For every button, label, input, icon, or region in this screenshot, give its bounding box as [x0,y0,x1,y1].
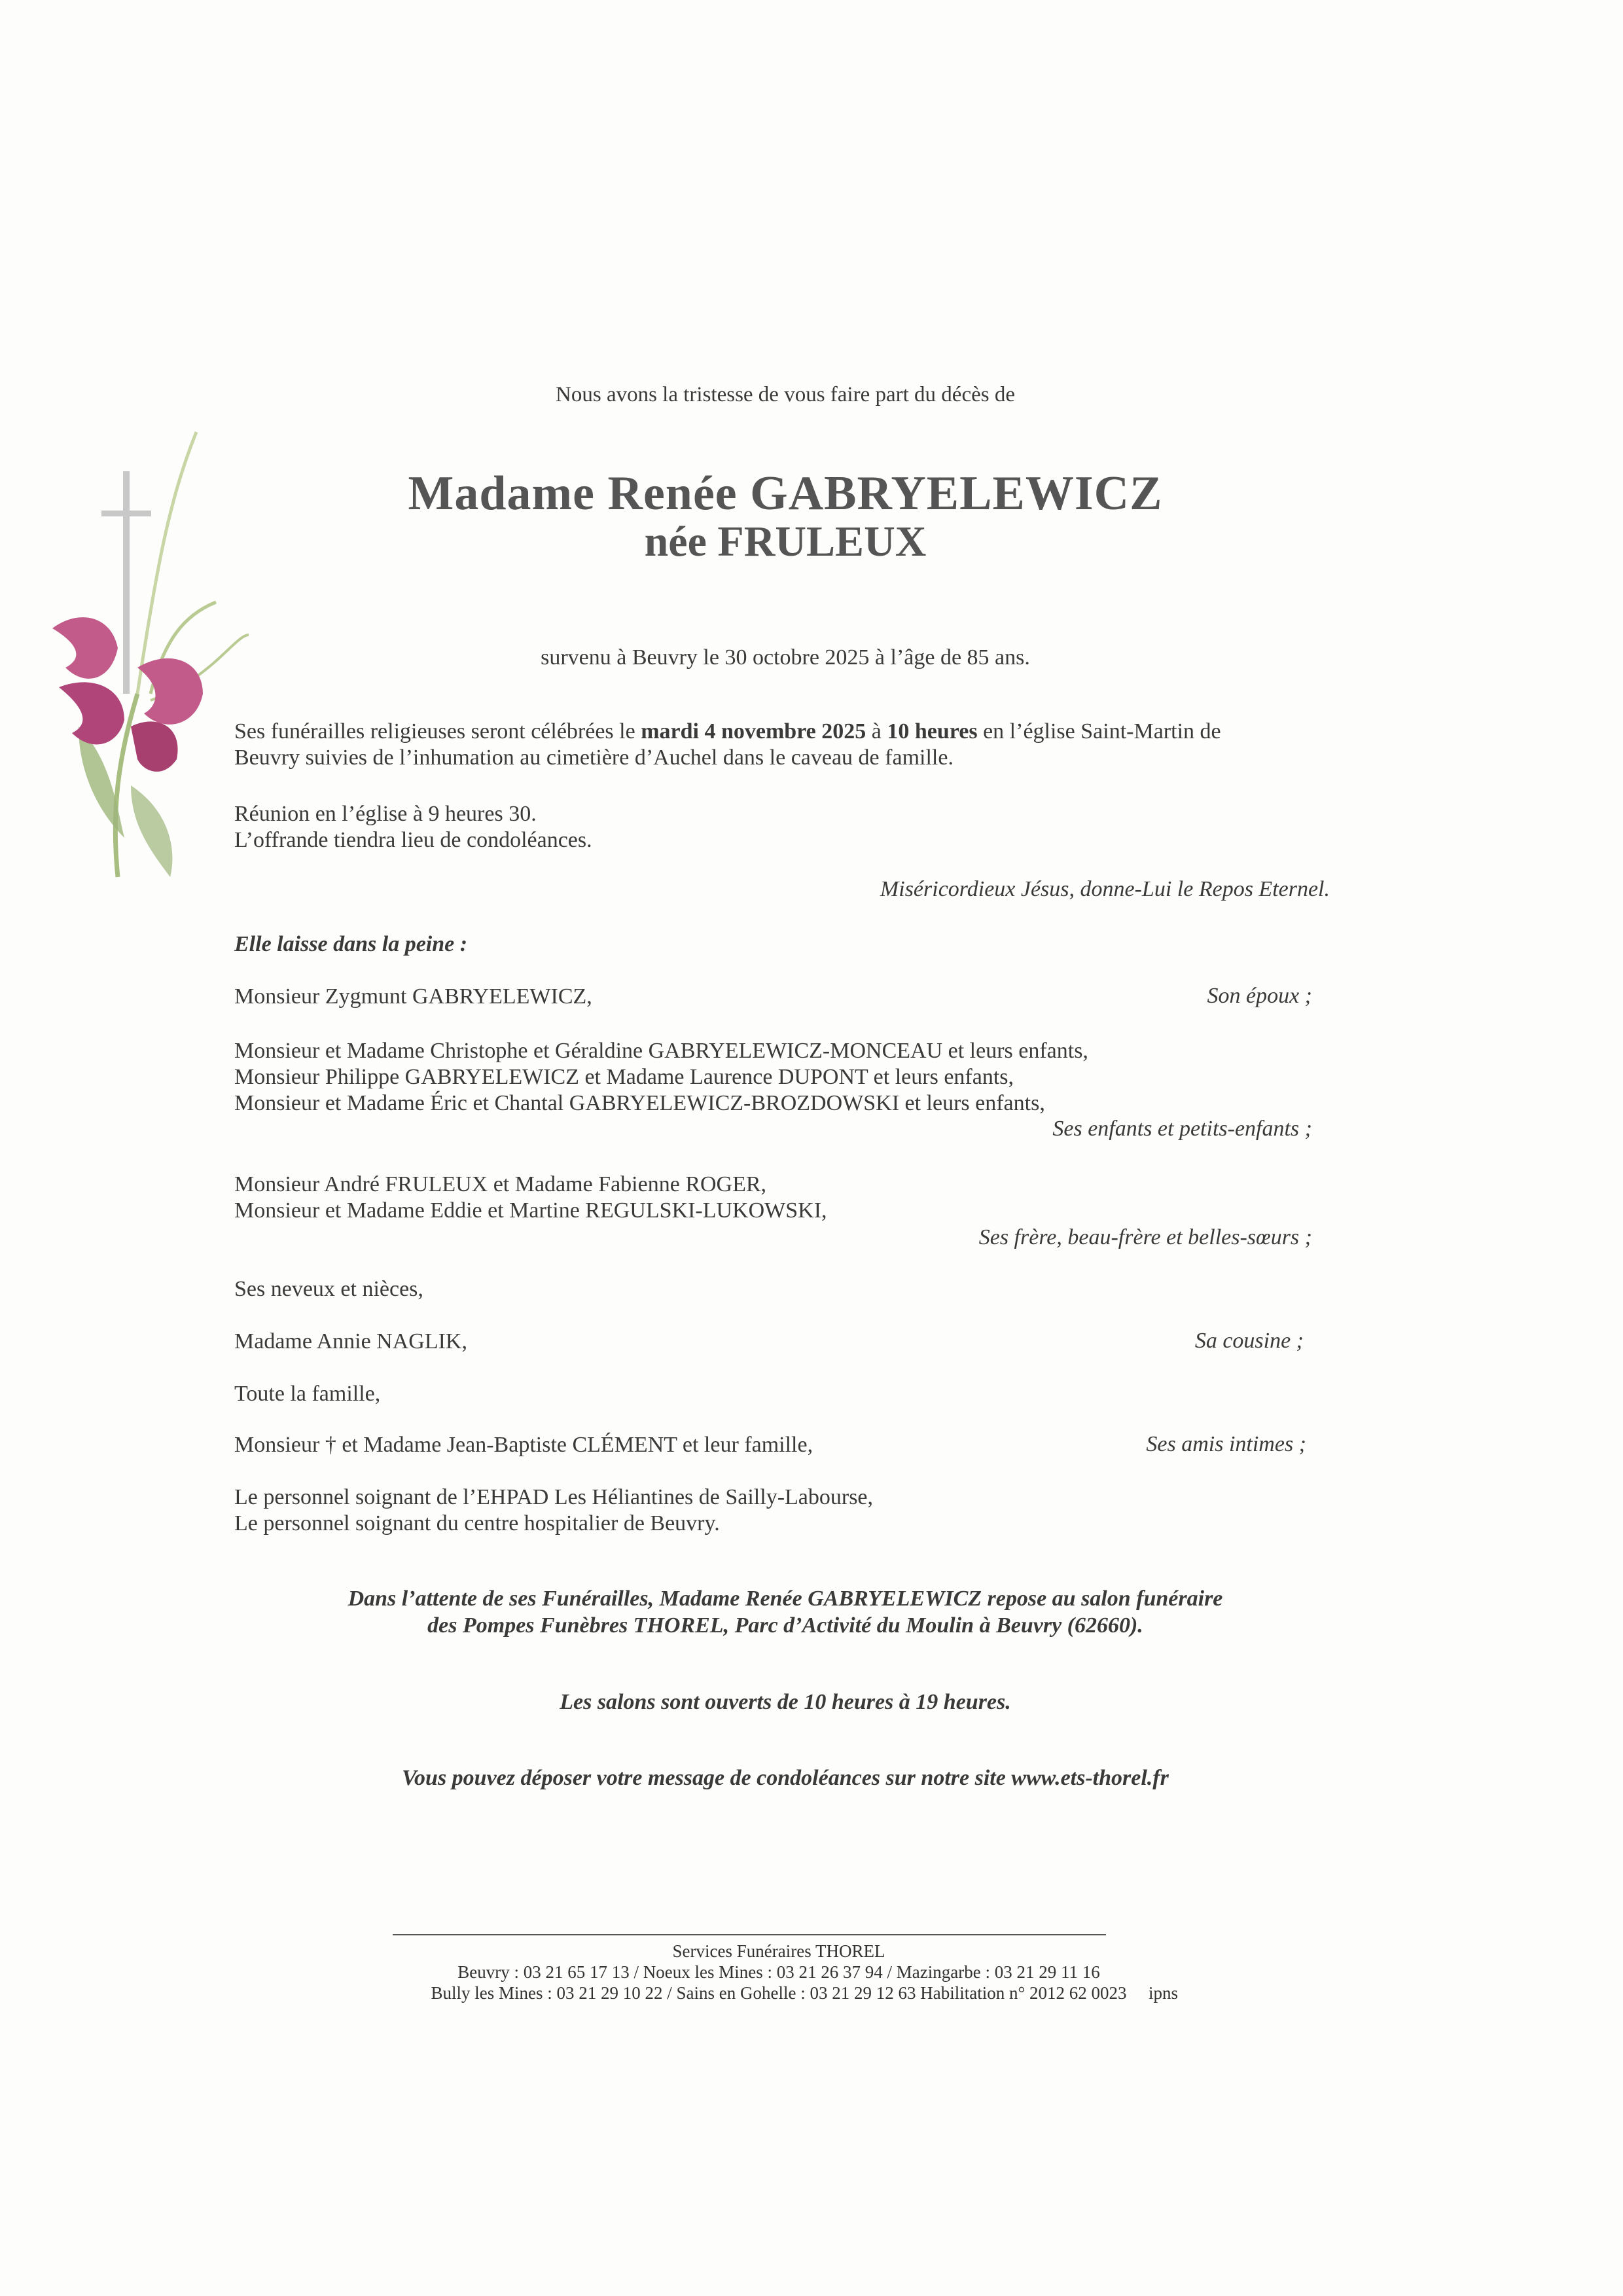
cousin-name: Madame Annie NAGLIK, [234,1329,467,1354]
children-label: Ses enfants et petits-enfants ; [1052,1117,1312,1141]
cousin-label: Sa cousine ; [1194,1329,1304,1353]
family-line: Toute la famille, [234,1382,381,1406]
mourners-heading: Elle laisse dans la peine : [234,932,468,956]
death-info: survenu à Beuvry le 30 octobre 2025 à l’âge de 85 ans. [541,645,1030,670]
salon-hours: Les salons sont ouverts de 10 heures à 19 heures. [560,1690,1011,1714]
footer-line-1: Beuvry : 03 21 65 17 13 / Noeux les Mines : 03 21 26 37 94 / Mazingarbe : 03 21 29 11 16 [457,1962,1100,1982]
ipns-mark: ipns [1149,1983,1179,2003]
footer-company: Services Funéraires THOREL [672,1941,885,1961]
intro-text: Nous avons la tristesse de vous faire part du décès de [556,383,1015,406]
funeral-time: 10 heures [887,719,978,744]
footer-divider [393,1934,1106,1935]
siblings-label: Ses frère, beau-frère et belles-sœurs ; [978,1225,1312,1249]
deceased-name: Madame Renée GABRYELEWICZ [408,467,1163,520]
maiden-name: née FRULEUX [644,518,927,565]
nephews-line: Ses neveux et nièces, [234,1277,423,1301]
children-list: Monsieur et Madame Christophe et Géraldine GABRYELEWICZ-MONCEAU et leurs enfants, Monsieur Philippe GABRYELEWICZ et Madame Laurence DUPONT et leurs enfants, Monsieur et Madame Éric et Chantal GABRYELEWICZ-BROZDOWSKI et leurs enfants, [234,1039,1088,1115]
spouse-name: Monsieur Zygmunt GABRYELEWICZ, [234,984,592,1009]
friends-name: Monsieur † et Madame Jean-Baptiste CLÉMENT et leur famille, [234,1433,813,1457]
condolences-notice: Vous pouvez déposer votre message de condoléances sur notre site www.ets-thorel.fr [402,1766,1169,1790]
siblings-list: Monsieur André FRULEUX et Madame Fabienne ROGER, Monsieur et Madame Eddie et Martine REGULSKI-LUKOWSKI, [234,1172,827,1223]
reunion-info: Réunion en l’église à 9 heures 30. L’offrande tiendra lieu de condoléances. [234,802,592,852]
friends-label: Ses amis intimes ; [1146,1432,1306,1456]
funeral-date: mardi 4 novembre 2025 [641,719,866,744]
footer-contacts [262,1941,1296,2003]
footer-line-2: Bully les Mines : 03 21 29 10 22 / Sains en Gohelle : 03 21 29 12 63 Habilitation n° 2012 62 0023 [431,1983,1127,2003]
staff-list: Le personnel soignant de l’EHPAD Les Héliantines de Sailly-Labourse, Le personnel soignant du centre hospitalier de Beuvry. [234,1485,874,1535]
viewing-notice: Dans l’attente de ses Funérailles, Madame Renée GABRYELEWICZ repose au salon funéraire des Pompes Funèbres THOREL, Parc d’Activité du Moulin à Beuvry (62660). [348,1587,1223,1638]
funeral-details: Ses funérailles religieuses seront célébrées le mardi 4 novembre 2025 à 10 heures en l’église Saint-Martin de Beuvry suivies de l’inhumation au cimetière d’Auchel dans le caveau de famille. [234,719,1221,770]
prayer-text: Miséricordieux Jésus, donne-Lui le Repos Eternel. [880,877,1330,901]
spouse-label: Son époux ; [1207,984,1312,1008]
